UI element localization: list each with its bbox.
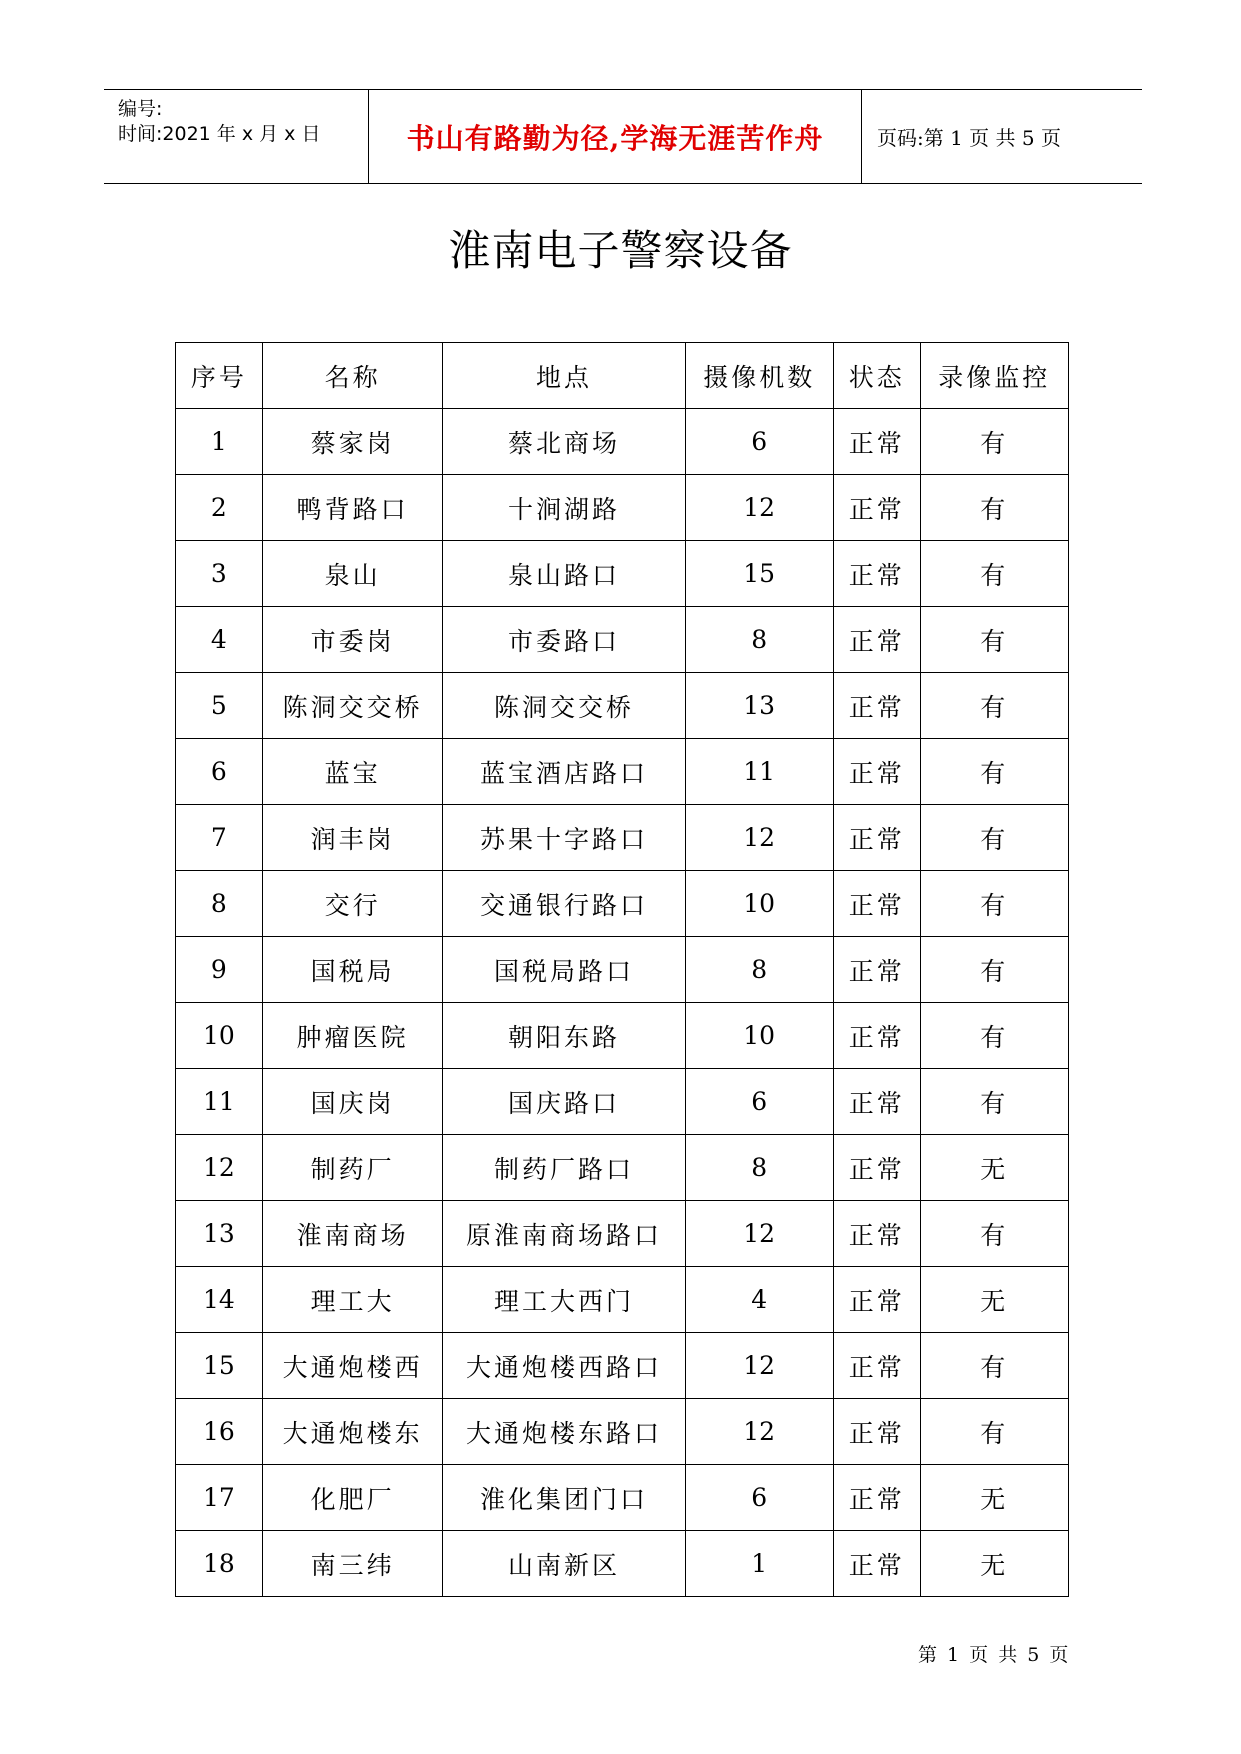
recording-monitor-cell: 有 (920, 1399, 1068, 1465)
column-header: 状态 (833, 343, 920, 409)
table-row (176, 739, 1069, 805)
table-row (176, 871, 1069, 937)
recording-monitor-cell: 有 (920, 475, 1068, 541)
serial-label: 编号: (118, 98, 163, 120)
row-index-cell: 7 (176, 805, 263, 871)
site-name-cell: 淮南商场 (262, 1201, 443, 1267)
camera-count-cell: 6 (685, 409, 833, 475)
row-index-cell: 13 (176, 1201, 263, 1267)
row-index-cell: 10 (176, 1003, 263, 1069)
status-cell: 正常 (833, 1333, 920, 1399)
recording-monitor-cell: 无 (920, 1135, 1068, 1201)
header-page-number: 页码:第 1 页 共 5 页 (877, 126, 1061, 150)
location-cell: 市委路口 (443, 607, 685, 673)
table-row (176, 1531, 1069, 1597)
table-row (176, 409, 1069, 475)
recording-monitor-cell: 有 (920, 607, 1068, 673)
recording-monitor-cell: 无 (920, 1267, 1068, 1333)
table-row (176, 475, 1069, 541)
camera-count-cell: 8 (685, 937, 833, 1003)
site-name-cell: 蓝宝 (262, 739, 443, 805)
document-title: 淮南电子警察设备 (448, 226, 793, 275)
header-meta (104, 90, 369, 183)
footer-page-number: 第 1 页 共 5 页 (918, 1644, 1071, 1666)
site-name-cell: 交行 (262, 871, 443, 937)
column-header: 录像监控 (920, 343, 1068, 409)
camera-count-cell: 12 (685, 805, 833, 871)
location-cell: 陈洞交交桥 (443, 673, 685, 739)
camera-count-cell: 6 (685, 1465, 833, 1531)
table-row (176, 937, 1069, 1003)
recording-monitor-cell: 有 (920, 673, 1068, 739)
time-label: 时间:2021 年 x 月 x 日 (118, 123, 321, 145)
header-motto: 书山有路勤为径,学海无涯苦作舟 (369, 90, 862, 183)
status-cell: 正常 (833, 871, 920, 937)
row-index-cell: 18 (176, 1531, 263, 1597)
status-cell: 正常 (833, 1267, 920, 1333)
status-cell: 正常 (833, 607, 920, 673)
recording-monitor-cell: 有 (920, 1003, 1068, 1069)
recording-monitor-cell: 有 (920, 739, 1068, 805)
table-row (176, 1069, 1069, 1135)
status-cell: 正常 (833, 1069, 920, 1135)
row-index-cell: 8 (176, 871, 263, 937)
camera-count-cell: 1 (685, 1531, 833, 1597)
status-cell: 正常 (833, 1003, 920, 1069)
row-index-cell: 9 (176, 937, 263, 1003)
recording-monitor-cell: 有 (920, 1333, 1068, 1399)
camera-count-cell: 8 (685, 1135, 833, 1201)
status-cell: 正常 (833, 1399, 920, 1465)
row-index-cell: 5 (176, 673, 263, 739)
table-header-row (176, 343, 1069, 409)
row-index-cell: 6 (176, 739, 263, 805)
location-cell: 理工大西门 (443, 1267, 685, 1333)
row-index-cell: 12 (176, 1135, 263, 1201)
status-cell: 正常 (833, 1465, 920, 1531)
row-index-cell: 2 (176, 475, 263, 541)
status-cell: 正常 (833, 673, 920, 739)
table-row (176, 805, 1069, 871)
table-row (176, 1201, 1069, 1267)
site-name-cell: 国税局 (262, 937, 443, 1003)
recording-monitor-cell: 有 (920, 541, 1068, 607)
recording-monitor-cell: 无 (920, 1465, 1068, 1531)
status-cell: 正常 (833, 1201, 920, 1267)
status-cell: 正常 (833, 1135, 920, 1201)
status-cell: 正常 (833, 805, 920, 871)
column-header: 摄像机数 (685, 343, 833, 409)
recording-monitor-cell: 有 (920, 871, 1068, 937)
location-cell: 山南新区 (443, 1531, 685, 1597)
recording-monitor-cell: 有 (920, 1069, 1068, 1135)
page-header (104, 89, 1142, 184)
table-body (176, 409, 1069, 1597)
table-row (176, 1003, 1069, 1069)
site-name-cell: 大通炮楼西 (262, 1333, 443, 1399)
location-cell: 蓝宝酒店路口 (443, 739, 685, 805)
status-cell: 正常 (833, 739, 920, 805)
row-index-cell: 16 (176, 1399, 263, 1465)
site-name-cell: 泉山 (262, 541, 443, 607)
camera-count-cell: 10 (685, 1003, 833, 1069)
column-header: 序号 (176, 343, 263, 409)
site-name-cell: 润丰岗 (262, 805, 443, 871)
table-row (176, 673, 1069, 739)
location-cell: 苏果十字路口 (443, 805, 685, 871)
location-cell: 交通银行路口 (443, 871, 685, 937)
row-index-cell: 4 (176, 607, 263, 673)
location-cell: 大通炮楼西路口 (443, 1333, 685, 1399)
site-name-cell: 大通炮楼东 (262, 1399, 443, 1465)
table-row (176, 607, 1069, 673)
camera-count-cell: 12 (685, 1201, 833, 1267)
location-cell: 国税局路口 (443, 937, 685, 1003)
row-index-cell: 14 (176, 1267, 263, 1333)
location-cell: 淮化集团门口 (443, 1465, 685, 1531)
table-row (176, 541, 1069, 607)
site-name-cell: 陈洞交交桥 (262, 673, 443, 739)
row-index-cell: 17 (176, 1465, 263, 1531)
row-index-cell: 11 (176, 1069, 263, 1135)
camera-count-cell: 15 (685, 541, 833, 607)
camera-count-cell: 13 (685, 673, 833, 739)
table-row (176, 1135, 1069, 1201)
status-cell: 正常 (833, 1531, 920, 1597)
column-header: 名称 (262, 343, 443, 409)
row-index-cell: 3 (176, 541, 263, 607)
camera-count-cell: 4 (685, 1267, 833, 1333)
site-name-cell: 化肥厂 (262, 1465, 443, 1531)
location-cell: 泉山路口 (443, 541, 685, 607)
row-index-cell: 1 (176, 409, 263, 475)
status-cell: 正常 (833, 541, 920, 607)
site-name-cell: 国庆岗 (262, 1069, 443, 1135)
camera-count-cell: 10 (685, 871, 833, 937)
camera-count-cell: 12 (685, 1399, 833, 1465)
table-row (176, 1465, 1069, 1531)
recording-monitor-cell: 有 (920, 805, 1068, 871)
site-name-cell: 市委岗 (262, 607, 443, 673)
site-name-cell: 蔡家岗 (262, 409, 443, 475)
table-row (176, 1399, 1069, 1465)
location-cell: 朝阳东路 (443, 1003, 685, 1069)
status-cell: 正常 (833, 409, 920, 475)
location-cell: 原淮南商场路口 (443, 1201, 685, 1267)
recording-monitor-cell: 有 (920, 409, 1068, 475)
location-cell: 大通炮楼东路口 (443, 1399, 685, 1465)
table-row (176, 1267, 1069, 1333)
site-name-cell: 肿瘤医院 (262, 1003, 443, 1069)
recording-monitor-cell: 有 (920, 1201, 1068, 1267)
site-name-cell: 理工大 (262, 1267, 443, 1333)
camera-count-cell: 12 (685, 1333, 833, 1399)
camera-count-cell: 6 (685, 1069, 833, 1135)
location-cell: 蔡北商场 (443, 409, 685, 475)
site-name-cell: 制药厂 (262, 1135, 443, 1201)
column-header: 地点 (443, 343, 685, 409)
location-cell: 国庆路口 (443, 1069, 685, 1135)
status-cell: 正常 (833, 937, 920, 1003)
camera-count-cell: 12 (685, 475, 833, 541)
table-row (176, 1333, 1069, 1399)
status-cell: 正常 (833, 475, 920, 541)
location-cell: 制药厂路口 (443, 1135, 685, 1201)
row-index-cell: 15 (176, 1333, 263, 1399)
recording-monitor-cell: 无 (920, 1531, 1068, 1597)
camera-count-cell: 8 (685, 607, 833, 673)
camera-count-cell: 11 (685, 739, 833, 805)
equipment-table (175, 342, 1069, 1597)
recording-monitor-cell: 有 (920, 937, 1068, 1003)
site-name-cell: 南三纬 (262, 1531, 443, 1597)
site-name-cell: 鸭背路口 (262, 475, 443, 541)
location-cell: 十涧湖路 (443, 475, 685, 541)
